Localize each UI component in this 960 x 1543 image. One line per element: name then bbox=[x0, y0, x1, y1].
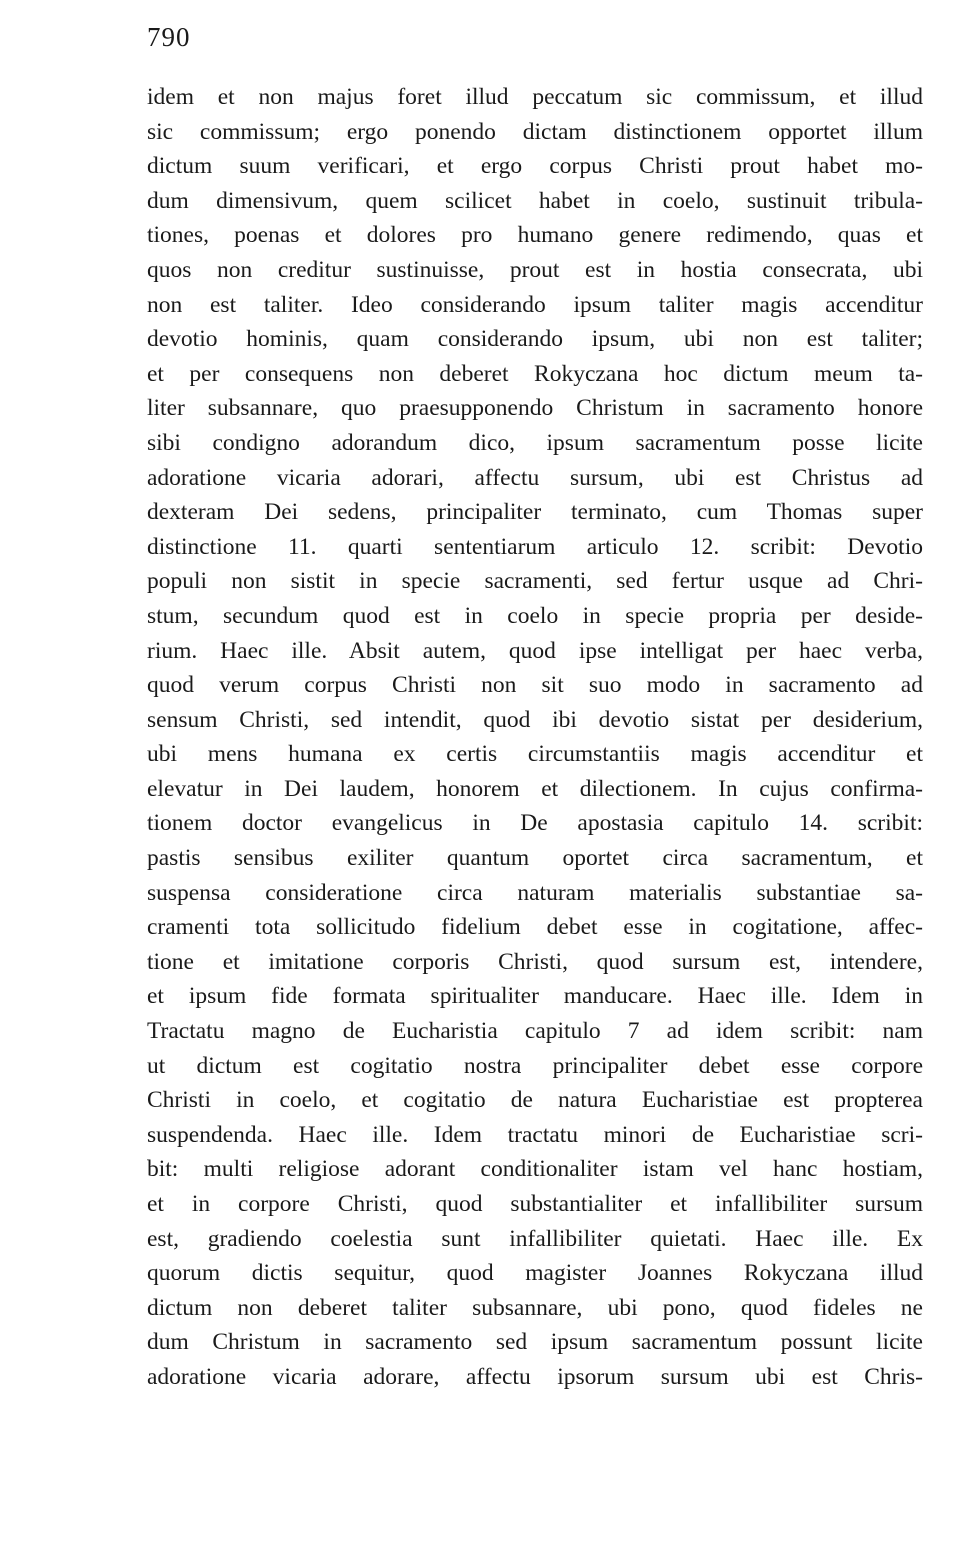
text-line: suspendenda. Haec ille. Idem tractatu minori de Eucharistiae scri- bbox=[147, 1121, 923, 1148]
text-line: rium. Haec ille. Absit autem, quod ipse intelligat per haec verba, bbox=[147, 637, 923, 664]
text-line: devotio hominis, quam considerando ipsum, ubi non est taliter; bbox=[147, 326, 923, 353]
text-line: sensum Christi, sed intendit, quod ibi devotio sistat per desiderium, bbox=[147, 706, 923, 733]
text-line: quorum dictis sequitur, quod magister Joannes Rokyczana illud bbox=[147, 1260, 923, 1287]
text-line: cramenti tota sollicitudo fidelium debet esse in cogitatione, affec- bbox=[147, 914, 923, 941]
text-line: suspensa consideratione circa naturam materialis substantiae sa- bbox=[147, 879, 923, 906]
text-line: idem et non majus foret illud peccatum sic commissum, et illud bbox=[147, 84, 923, 110]
page-number: 790 bbox=[147, 22, 191, 52]
text-line: et per consequens non deberet Rokyczana hoc dictum meum ta- bbox=[147, 360, 923, 387]
text-line: elevatur in Dei laudem, honorem et dilectionem. In cujus confirma- bbox=[147, 775, 923, 802]
text-line: dictum non deberet taliter subsannare, ubi pono, quod fideles ne bbox=[147, 1294, 923, 1321]
text-line: adoratione vicaria adorari, affectu sursum, ubi est Christus ad bbox=[147, 464, 923, 491]
text-line: Christi in coelo, et cogitatio de natura Eucharistiae est propterea bbox=[147, 1087, 923, 1114]
text-line: ubi mens humana ex certis circumstantiis magis accenditur et bbox=[147, 741, 923, 768]
text-line: dictum suum verificari, et ergo corpus Christi prout habet mo- bbox=[147, 153, 923, 180]
text-line: est, gradiendo coelestia sunt infallibiliter quietati. Haec ille. Ex bbox=[147, 1225, 923, 1252]
text-line: adoratione vicaria adorare, affectu ipsorum sursum ubi est Chris- bbox=[147, 1363, 923, 1390]
text-line: dum Christum in sacramento sed ipsum sacramentum possunt licite bbox=[147, 1329, 923, 1356]
text-line: quod verum corpus Christi non sit suo modo in sacramento ad bbox=[147, 672, 923, 699]
text-line: tionem doctor evangelicus in De apostasia capitulo 14. scribit: bbox=[147, 810, 923, 837]
text-line: pastis sensibus exiliter quantum oportet circa sacramentum, et bbox=[147, 845, 923, 872]
text-line: distinctione 11. quarti sententiarum articulo 12. scribit: Devotio bbox=[147, 533, 923, 560]
text-line: quos non creditur sustinuisse, prout est in hostia consecrata, ubi bbox=[147, 256, 923, 283]
text-line: populi non sistit in specie sacramenti, sed fertur usque ad Chri- bbox=[147, 568, 923, 595]
text-line: stum, secundum quod est in coelo in specie propria per deside- bbox=[147, 602, 923, 629]
text-line: tiones, poenas et dolores pro humano genere redimendo, quas et bbox=[147, 222, 923, 249]
text-line: Tractatu magno de Eucharistia capitulo 7 ad idem scribit: nam bbox=[147, 1018, 923, 1045]
text-line: et ipsum fide formata spiritualiter manducare. Haec ille. Idem in bbox=[147, 983, 923, 1010]
text-line: tione et imitatione corporis Christi, quod sursum est, intendere, bbox=[147, 948, 923, 975]
text-line: et in corpore Christi, quod substantialiter et infallibiliter sursum bbox=[147, 1191, 923, 1217]
text-line: liter subsannare, quo praesupponendo Christum in sacramento honore bbox=[147, 395, 923, 422]
text-line: dexteram Dei sedens, principaliter terminato, cum Thomas super bbox=[147, 499, 923, 526]
text-line: ut dictum est cogitatio nostra principaliter debet esse corpore bbox=[147, 1052, 923, 1079]
text-line: sibi condigno adorandum dico, ipsum sacramentum posse licite bbox=[147, 429, 923, 456]
body-text bbox=[147, 80, 923, 1395]
text-line: non est taliter. Ideo considerando ipsum taliter magis accenditur bbox=[147, 291, 923, 318]
text-line: dum dimensivum, quem scilicet habet in coelo, sustinuit tribula- bbox=[147, 187, 923, 214]
text-line: sic commissum; ergo ponendo dictam distinctionem opportet illum bbox=[147, 118, 923, 145]
text-line: bit: multi religiose adorant conditionaliter istam vel hanc hostiam, bbox=[147, 1156, 923, 1183]
